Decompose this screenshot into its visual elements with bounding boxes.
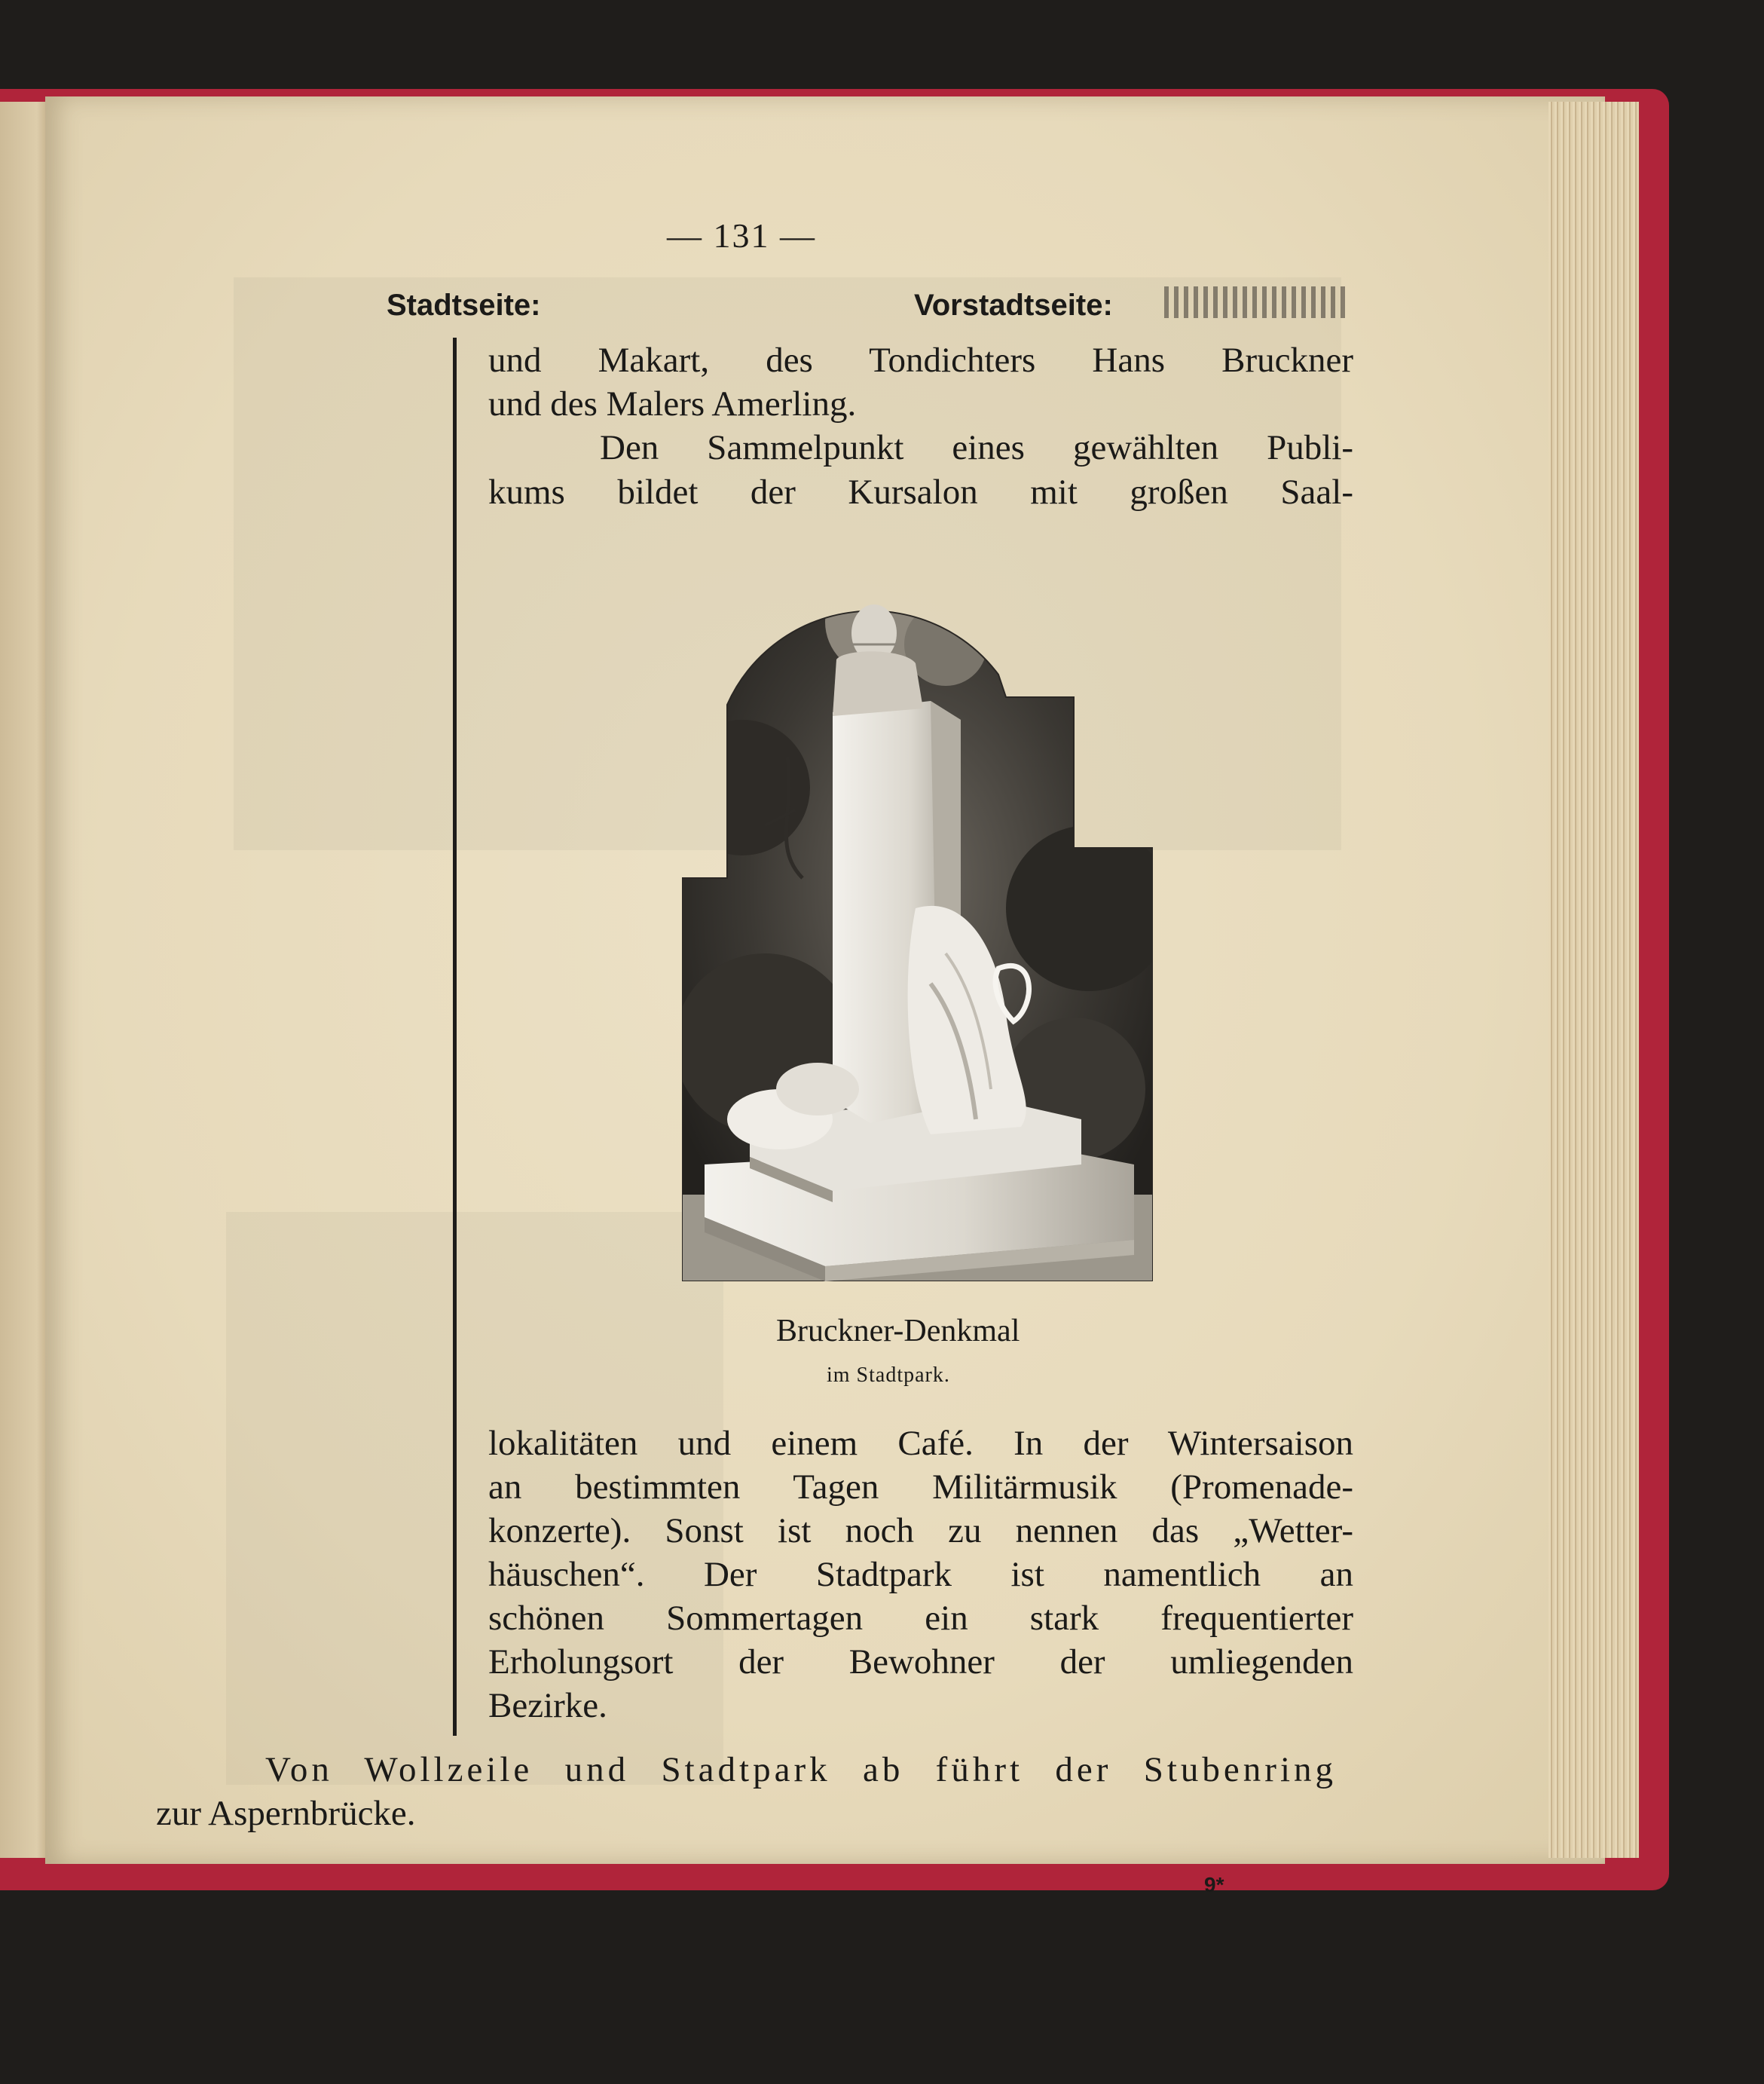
body-line: konzerte). Sonst ist noch zu nennen das „Wetter- <box>488 1511 1353 1550</box>
figure-caption: Bruckner-Denkmal <box>776 1314 1020 1348</box>
intro-line: Den Sammelpunkt eines gewählten Publi- <box>600 428 1353 467</box>
body-line: schönen Sommertagen ein stark frequentierter <box>488 1599 1353 1638</box>
body-line: häuschen“. Der Stadtpark ist namentlich an <box>488 1555 1353 1594</box>
body-line: an bestimmten Tagen Militärmusik (Promenade- <box>488 1467 1353 1507</box>
printer-signature-mark: 9* <box>1204 1873 1224 1896</box>
body-line: Bezirke. <box>488 1686 607 1725</box>
bruckner-monument-photo <box>682 562 1153 1281</box>
page-number: — 131 — <box>667 216 816 255</box>
page-fore-edge <box>1548 102 1639 1858</box>
body-line: Erholungsort der Bewohner der umliegenden <box>488 1642 1353 1682</box>
intro-line: und Makart, des Tondichters Hans Bruckner <box>488 341 1353 380</box>
intro-line: und des Malers Amerling. <box>488 384 857 424</box>
ink-smudge <box>1164 286 1349 318</box>
column-rule <box>453 338 457 1736</box>
running-head-right: Vorstadtseite: <box>914 289 1113 322</box>
running-head-left: Stadtseite: <box>387 289 541 322</box>
closing-line: zur Aspernbrücke. <box>156 1794 416 1833</box>
monument-illustration <box>682 562 1153 1281</box>
body-line: lokalitäten und einem Café. In der Wintersaison <box>488 1424 1353 1463</box>
figure-subcaption: im Stadtpark. <box>827 1363 950 1387</box>
intro-line: kums bildet der Kursalon mit großen Saal- <box>488 473 1353 512</box>
closing-line: Von Wollzeile und Stadtpark ab führt der Stubenring <box>265 1750 1337 1789</box>
